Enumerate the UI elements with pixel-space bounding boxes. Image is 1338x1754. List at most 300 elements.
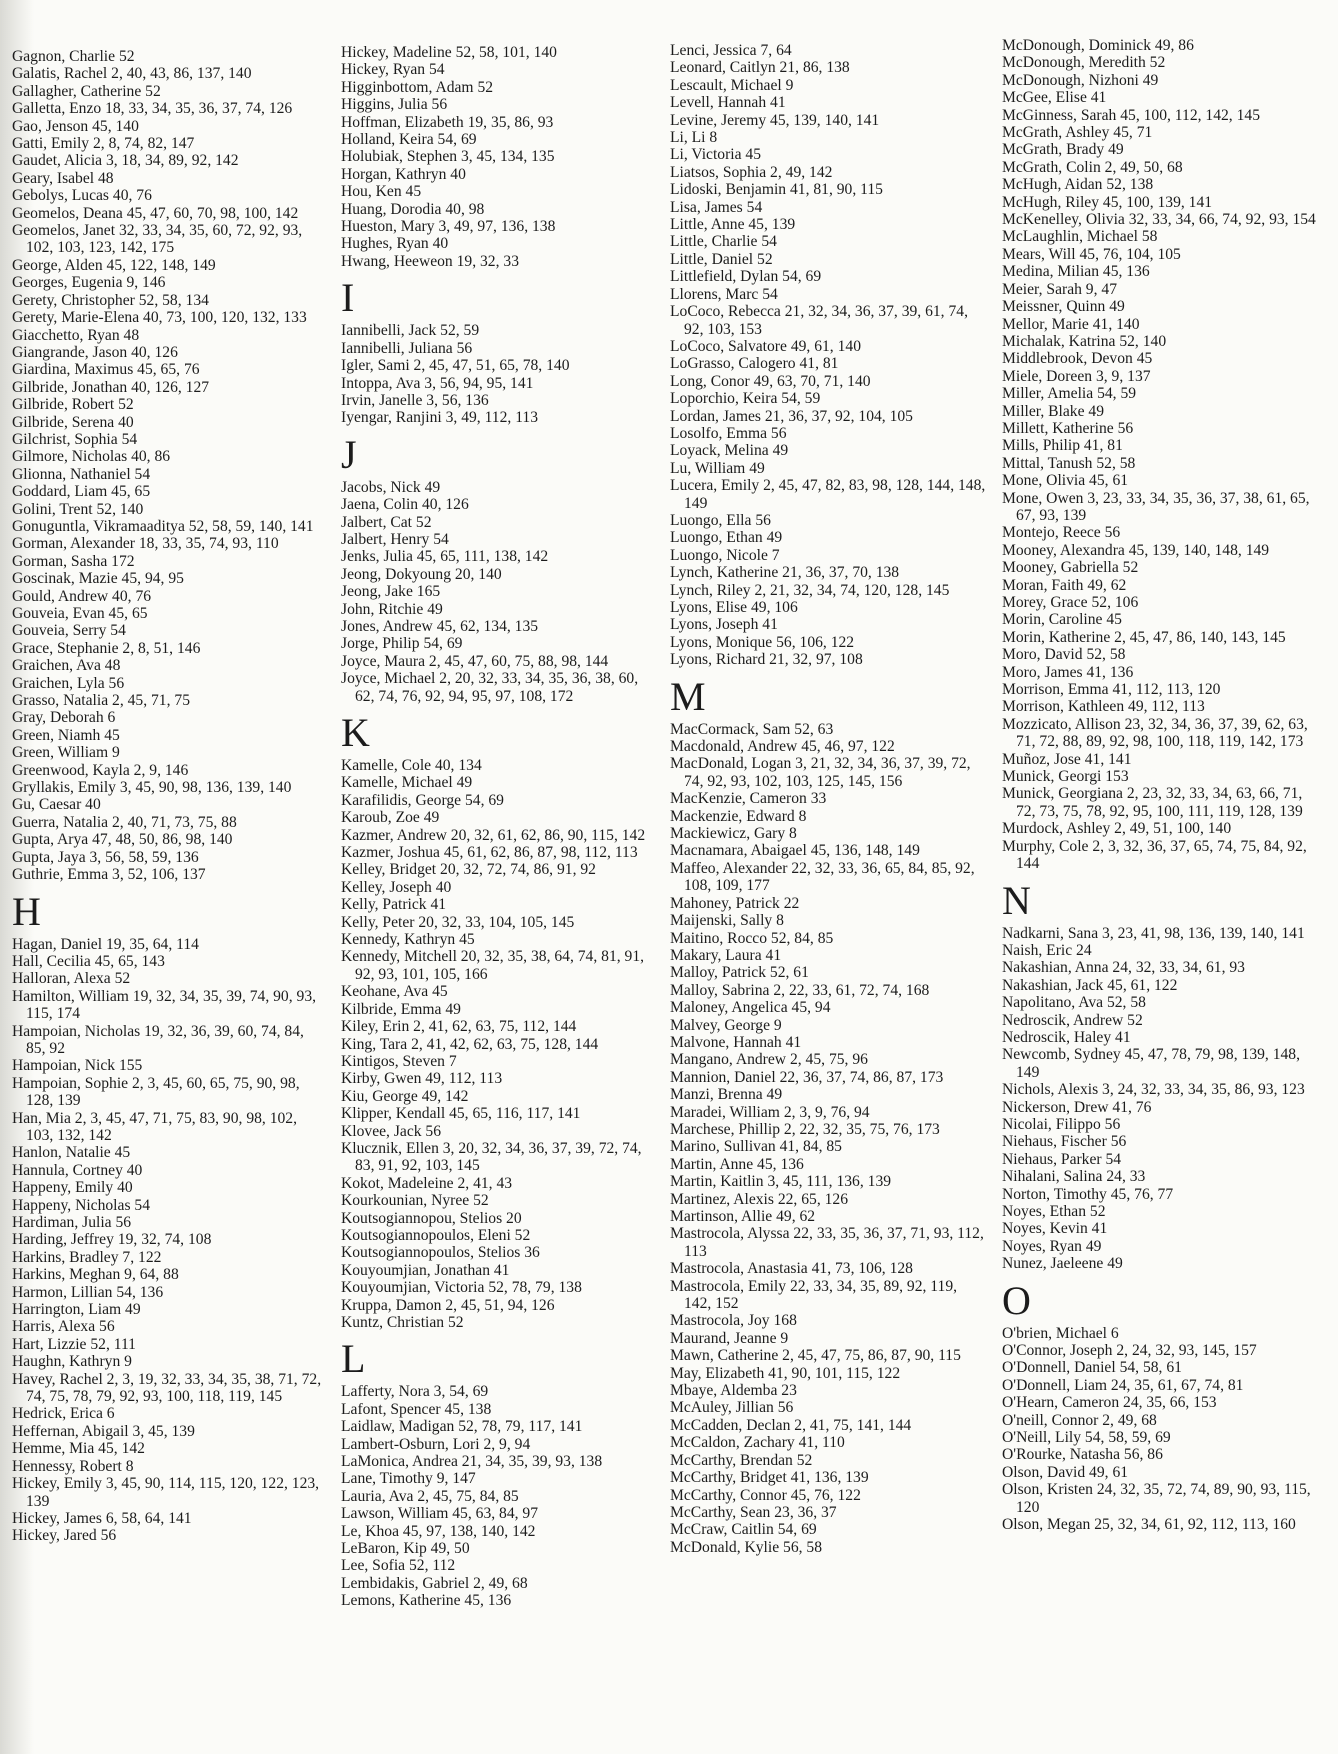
index-entry: Makary, Laura 41 [670, 946, 782, 964]
index-entry: Glionna, Nathaniel 54 [12, 465, 151, 483]
index-entry: Morey, Grace 52, 106 [1002, 594, 1139, 611]
index-entry: Hwang, Heeweon 19, 32, 33 [341, 252, 519, 270]
index-entry: Hickey, Emily 3, 45, 90, 114, 115, 120, 122, 123, 139 [12, 1475, 320, 1510]
letter-heading: N [1002, 877, 1031, 923]
index-entry: Nedroscik, Andrew 52 [1002, 1011, 1143, 1029]
index-entry: MacCormack, Sam 52, 63 [670, 720, 834, 738]
index-entry: Levell, Hannah 41 [670, 94, 786, 112]
index-entry: O'Hearn, Cameron 24, 35, 66, 153 [1002, 1394, 1217, 1412]
index-entry: Lyons, Joseph 41 [670, 616, 778, 634]
index-entry: Kennedy, Kathryn 45 [341, 931, 475, 949]
index-entry: Jeong, Jake 165 [341, 583, 441, 601]
index-entry: Irvin, Janelle 3, 56, 136 [341, 391, 489, 409]
index-entry: Kelley, Joseph 40 [341, 878, 452, 896]
index-column-3 [670, 42, 988, 1556]
index-entry: Lembidakis, Gabriel 2, 49, 68 [341, 1574, 528, 1592]
index-entry: Hickey, Madeline 52, 58, 101, 140 [341, 44, 557, 61]
index-entry: Loyack, Melina 49 [670, 442, 789, 460]
index-entry: Mangano, Andrew 2, 45, 75, 96 [670, 1051, 868, 1069]
index-entry: McCarthy, Brendan 52 [670, 1451, 813, 1469]
index-entry: Little, Charlie 54 [670, 233, 777, 251]
index-entry: Le, Khoa 45, 97, 138, 140, 142 [341, 1522, 536, 1540]
index-entry: Mastrocola, Joy 168 [670, 1312, 797, 1330]
index-entry: Maitino, Rocco 52, 84, 85 [670, 929, 834, 947]
index-entry: Gupta, Arya 47, 48, 50, 86, 98, 140 [12, 831, 233, 849]
index-entry: McGee, Elise 41 [1002, 89, 1107, 107]
index-entry: Lynch, Riley 2, 21, 32, 34, 74, 120, 128, 145 [670, 581, 950, 599]
index-entry: Mellor, Marie 41, 140 [1002, 315, 1140, 333]
index-entry: Martinez, Alexis 22, 65, 126 [670, 1190, 849, 1208]
index-entry: Kamelle, Cole 40, 134 [341, 757, 482, 774]
index-entry: Kelly, Peter 20, 32, 33, 104, 105, 145 [341, 913, 575, 931]
index-entry: Gouveia, Evan 45, 65 [12, 605, 148, 622]
index-entry: Mastrocola, Alyssa 22, 33, 35, 36, 37, 71, 93, 112, 113 [670, 1225, 984, 1260]
letter-heading: K [341, 710, 370, 755]
index-entry: Iannibelli, Jack 52, 59 [341, 322, 480, 340]
index-entry: MacKenzie, Cameron 33 [670, 790, 827, 808]
index-entry: Galatis, Rachel 2, 40, 43, 86, 137, 140 [12, 65, 252, 83]
index-entry: Marino, Sullivan 41, 84, 85 [670, 1138, 842, 1156]
index-entry: LoGrasso, Calogero 41, 81 [670, 355, 839, 373]
index-entry: Nicolai, Filippo 56 [1002, 1115, 1121, 1133]
index-entry: Moran, Faith 49, 62 [1002, 576, 1127, 594]
index-entry: Millett, Katherine 56 [1002, 419, 1134, 437]
index-entry: O'Rourke, Natasha 56, 86 [1002, 1446, 1163, 1464]
index-entry: Hart, Lizzie 52, 111 [12, 1335, 136, 1353]
index-entry: Losolfo, Emma 56 [670, 424, 787, 442]
index-entry: Klipper, Kendall 45, 65, 116, 117, 141 [341, 1105, 581, 1123]
index-entry: Gray, Deborah 6 [12, 709, 116, 727]
index-entry: O'Neill, Lily 54, 58, 59, 69 [1002, 1429, 1171, 1447]
letter-heading: M [670, 673, 706, 719]
index-entry: Horgan, Kathryn 40 [341, 165, 466, 183]
index-entry: Luongo, Nicole 7 [670, 546, 780, 564]
letter-heading: J [341, 431, 357, 477]
index-entry: Lidoski, Benjamin 41, 81, 90, 115 [670, 181, 883, 199]
index-entry: Gryllakis, Emily 3, 45, 90, 98, 136, 139, 140 [12, 779, 292, 797]
index-entry: McDonough, Dominick 49, 86 [1002, 37, 1194, 54]
index-entry: Mills, Philip 41, 81 [1002, 437, 1123, 455]
index-entry: George, Alden 45, 122, 148, 149 [12, 256, 216, 274]
index-entry: McGrath, Brady 49 [1002, 141, 1124, 159]
index-entry: May, Elizabeth 41, 90, 101, 115, 122 [670, 1364, 901, 1382]
index-entry: Jalbert, Cat 52 [341, 513, 432, 531]
index-entry: Mawn, Catherine 2, 45, 47, 75, 86, 87, 90, 115 [670, 1347, 961, 1365]
index-entry: McCarthy, Sean 23, 36, 37 [670, 1503, 837, 1521]
index-entry: Geary, Isabel 48 [12, 169, 114, 187]
index-entry: McHugh, Riley 45, 100, 139, 141 [1002, 193, 1213, 211]
index-entry: O'Connor, Joseph 2, 24, 32, 93, 145, 157 [1002, 1342, 1257, 1360]
index-entry: Halloran, Alexa 52 [12, 970, 131, 988]
index-entry: Mahoney, Patrick 22 [670, 894, 800, 912]
index-entry: Malloy, Patrick 52, 61 [670, 964, 809, 982]
index-entry: Galletta, Enzo 18, 33, 34, 35, 36, 37, 74, 126 [12, 100, 293, 118]
index-entry: Martinson, Allie 49, 62 [670, 1208, 816, 1225]
index-entry: Martin, Anne 45, 136 [670, 1155, 804, 1173]
index-entry: Holland, Keira 54, 69 [341, 131, 477, 149]
index-entry: Malloy, Sabrina 2, 22, 33, 61, 72, 74, 168 [670, 981, 930, 999]
index-entry: Gagnon, Charlie 52 [12, 48, 135, 65]
index-entry: LeBaron, Kip 49, 50 [341, 1540, 470, 1558]
index-entry: Luongo, Ella 56 [670, 511, 771, 529]
index-entry: Nakashian, Anna 24, 32, 33, 34, 61, 93 [1002, 959, 1245, 977]
index-entry: Long, Conor 49, 63, 70, 71, 140 [670, 372, 871, 390]
index-entry: Lyons, Monique 56, 106, 122 [670, 633, 855, 651]
index-entry: Li, Li 8 [670, 129, 718, 147]
index-entry: Lafont, Spencer 45, 138 [341, 1400, 492, 1418]
index-entry: Goscinak, Mazie 45, 94, 95 [12, 570, 184, 588]
index-entry: Macnamara, Abaigael 45, 136, 148, 149 [670, 842, 920, 860]
index-entry: Li, Victoria 45 [670, 146, 762, 164]
index-entry: Miele, Doreen 3, 9, 137 [1002, 367, 1151, 385]
index-entry: Macdonald, Andrew 45, 46, 97, 122 [670, 738, 895, 756]
index-entry: Gaudet, Alicia 3, 18, 34, 89, 92, 142 [12, 152, 239, 170]
index-entry: Grasso, Natalia 2, 45, 71, 75 [12, 692, 190, 710]
index-entry: Graichen, Ava 48 [12, 657, 121, 675]
index-entry: Higgins, Julia 56 [341, 96, 448, 114]
index-column-1 [12, 48, 324, 1545]
index-entry: Gilchrist, Sophia 54 [12, 430, 138, 448]
index-entry: Mears, Will 45, 76, 104, 105 [1002, 245, 1181, 263]
index-entry: Harkins, Bradley 7, 122 [12, 1248, 162, 1266]
index-entry: McKenelley, Olivia 32, 33, 34, 66, 74, 92, 93, 154 [1002, 211, 1316, 229]
index-entry: Lynch, Katherine 21, 36, 37, 70, 138 [670, 564, 900, 582]
index-entry: O'Donnell, Daniel 54, 58, 61 [1002, 1359, 1182, 1377]
index-entry: Moro, David 52, 58 [1002, 646, 1126, 664]
index-entry: Goddard, Liam 45, 65 [12, 483, 151, 501]
index-entry: Lafferty, Nora 3, 54, 69 [341, 1383, 489, 1401]
index-entry: Hickey, Ryan 54 [341, 61, 445, 79]
index-entry: Mittal, Tanush 52, 58 [1002, 454, 1136, 472]
index-entry: Igler, Sami 2, 45, 47, 51, 65, 78, 140 [341, 357, 570, 375]
index-entry: McGinness, Sarah 45, 100, 112, 142, 145 [1002, 106, 1260, 124]
index-entry: Kamelle, Michael 49 [341, 774, 473, 792]
index-entry: Munick, Georgiana 2, 23, 32, 33, 34, 63, 66, 71, 72, 73, 75, 78, 92, 95, 100, 111, 119, 128, 139 [1002, 785, 1303, 820]
index-entry: Iannibelli, Juliana 56 [341, 339, 473, 357]
index-entry: McDonough, Meredith 52 [1002, 54, 1166, 72]
index-entry: Littlefield, Dylan 54, 69 [670, 268, 822, 286]
letter-heading: L [341, 1336, 366, 1382]
index-entry: Manzi, Brenna 49 [670, 1086, 783, 1104]
index-entry: Newcomb, Sydney 45, 47, 78, 79, 98, 139, 148, 149 [1002, 1046, 1300, 1081]
index-entry: McCadden, Declan 2, 41, 75, 141, 144 [670, 1416, 912, 1434]
index-entry: O'brien, Michael 6 [1002, 1324, 1119, 1342]
index-entry: Gorman, Sasha 172 [12, 552, 135, 570]
index-entry: Mackiewicz, Gary 8 [670, 825, 797, 843]
letter-heading: H [12, 888, 41, 934]
index-entry: Levine, Jeremy 45, 139, 140, 141 [670, 111, 880, 129]
index-entry: Muñoz, Jose 41, 141 [1002, 750, 1132, 768]
index-entry: Mooney, Alexandra 45, 139, 140, 148, 149 [1002, 541, 1270, 559]
index-entry: Lu, William 49 [670, 459, 765, 477]
index-entry: Giardina, Maximus 45, 65, 76 [12, 361, 200, 379]
index-entry: Klucznik, Ellen 3, 20, 32, 34, 36, 37, 39, 72, 74, 83, 91, 92, 103, 145 [341, 1139, 642, 1175]
index-entry: Gilbride, Jonathan 40, 126, 127 [12, 378, 210, 396]
index-entry: Luongo, Ethan 49 [670, 529, 783, 547]
index-entry: Gerety, Marie-Elena 40, 73, 100, 120, 132, 133 [12, 309, 307, 327]
index-entry: Hardiman, Julia 56 [12, 1214, 132, 1231]
index-entry: Kokot, Madeleine 2, 41, 43 [341, 1174, 513, 1192]
index-entry: Giacchetto, Ryan 48 [12, 326, 140, 344]
index-entry: Hughes, Ryan 40 [341, 235, 449, 253]
index-entry: Kilbride, Emma 49 [341, 1000, 461, 1018]
index-entry: Keohane, Ava 45 [341, 983, 448, 1001]
index-entry: Morin, Katherine 2, 45, 47, 86, 140, 143, 145 [1002, 628, 1286, 646]
index-entry: Georges, Eugenia 9, 146 [12, 274, 166, 292]
index-entry: Kintigos, Steven 7 [341, 1052, 457, 1070]
index-entry: Golini, Trent 52, 140 [12, 500, 144, 518]
index-entry: Mone, Olivia 45, 61 [1002, 472, 1129, 490]
index-entry: Jacobs, Nick 49 [341, 478, 441, 496]
index-entry: Gallagher, Catherine 52 [12, 82, 161, 100]
index-entry: Little, Daniel 52 [670, 250, 773, 268]
index-entry: Miller, Amelia 54, 59 [1002, 385, 1137, 403]
index-entry: Nedroscik, Haley 41 [1002, 1028, 1131, 1046]
index-entry: Geomelos, Deana 45, 47, 60, 70, 98, 100, 142 [12, 204, 299, 222]
index-entry: Harris, Alexa 56 [12, 1318, 115, 1336]
index-entry: Hoffman, Elizabeth 19, 35, 86, 93 [341, 113, 554, 131]
index-entry: Gerety, Christopher 52, 58, 134 [12, 291, 209, 309]
index-entry: McHugh, Aidan 52, 138 [1002, 176, 1154, 194]
index-entry: Holubiak, Stephen 3, 45, 134, 135 [341, 148, 555, 166]
index-entry: Lucera, Emily 2, 45, 47, 82, 83, 98, 128, 144, 148, 149 [670, 477, 986, 512]
index-entry: Malvone, Hannah 41 [670, 1033, 802, 1051]
index-entry: Maffeo, Alexander 22, 32, 33, 36, 65, 84, 85, 92, 108, 109, 177 [670, 859, 975, 895]
index-entry: Graichen, Lyla 56 [12, 674, 125, 692]
index-entry: Joyce, Michael 2, 20, 32, 33, 34, 35, 36, 38, 60, 62, 74, 76, 92, 94, 95, 97, 108, 172 [341, 670, 639, 705]
index-entry: Morin, Caroline 45 [1002, 611, 1122, 629]
index-entry: Guthrie, Emma 3, 52, 106, 137 [12, 866, 206, 884]
index-entry: Liatsos, Sophia 2, 49, 142 [670, 163, 833, 181]
index-entry: Giangrande, Jason 40, 126 [12, 343, 178, 361]
index-entry: Maloney, Angelica 45, 94 [670, 999, 831, 1017]
index-entry: Noyes, Kevin 41 [1002, 1220, 1108, 1238]
index-entry: McCarthy, Bridget 41, 136, 139 [670, 1469, 869, 1487]
index-entry: Lambert-Osburn, Lori 2, 9, 94 [341, 1435, 531, 1453]
index-entry: Maijenski, Sally 8 [670, 912, 784, 930]
index-entry: Gatti, Emily 2, 8, 74, 82, 147 [12, 135, 195, 153]
index-entry: Harmon, Lillian 54, 136 [12, 1283, 164, 1301]
index-entry: Kelley, Bridget 20, 32, 72, 74, 86, 91, 92 [341, 861, 596, 879]
index-entry: Mackenzie, Edward 8 [670, 807, 807, 825]
index-entry: LaMonica, Andrea 21, 34, 35, 39, 93, 138 [341, 1453, 603, 1471]
index-entry: Olson, David 49, 61 [1002, 1463, 1129, 1481]
index-entry: Klovee, Jack 56 [341, 1122, 442, 1140]
index-entry: Kazmer, Andrew 20, 32, 61, 62, 86, 90, 115, 142 [341, 826, 646, 844]
index-entry: Mannion, Daniel 22, 36, 37, 74, 86, 87, 173 [670, 1068, 944, 1086]
index-entry: Hampoian, Nick 155 [12, 1057, 143, 1075]
index-entry: Kouyoumjian, Victoria 52, 78, 79, 138 [341, 1279, 582, 1297]
index-entry: McLaughlin, Michael 58 [1002, 228, 1158, 246]
index-entry: Hamilton, William 19, 32, 34, 35, 39, 74, 90, 93, 115, 174 [12, 987, 317, 1023]
index-entry: Lescault, Michael 9 [670, 76, 794, 94]
index-entry: Olson, Kristen 24, 32, 35, 72, 74, 89, 90, 93, 115, 120 [1002, 1481, 1311, 1516]
index-entry: Koutsogiannopou, Stelios 20 [341, 1209, 522, 1227]
index-entry: Lee, Sofia 52, 112 [341, 1557, 456, 1575]
index-entry: Green, William 9 [12, 744, 120, 762]
index-entry: Harkins, Meghan 9, 64, 88 [12, 1266, 179, 1284]
index-entry: Havey, Rachel 2, 3, 19, 32, 33, 34, 35, 38, 71, 72, 74, 75, 78, 79, 92, 93, 100, 118, 119, 145 [12, 1370, 322, 1406]
index-entry: Heffernan, Abigail 3, 45, 139 [12, 1422, 195, 1440]
index-entry: Hannula, Cortney 40 [12, 1161, 143, 1179]
index-entry: Maurand, Jeanne 9 [670, 1329, 789, 1347]
index-entry: Morrison, Emma 41, 112, 113, 120 [1002, 681, 1221, 699]
index-entry: Jenks, Julia 45, 65, 111, 138, 142 [341, 548, 549, 566]
index-entry: Miller, Blake 49 [1002, 402, 1105, 420]
index-entry: Morrison, Kathleen 49, 112, 113 [1002, 698, 1205, 716]
index-entry: O'Donnell, Liam 24, 35, 61, 67, 74, 81 [1002, 1376, 1244, 1394]
index-entry: McGrath, Colin 2, 49, 50, 68 [1002, 158, 1183, 176]
index-entry: Kiley, Erin 2, 41, 62, 63, 75, 112, 144 [341, 1018, 577, 1036]
index-entry: Kouyoumjian, Jonathan 41 [341, 1261, 510, 1279]
index-entry: Gorman, Alexander 18, 33, 35, 74, 93, 110 [12, 535, 279, 553]
index-entry: Moro, James 41, 136 [1002, 663, 1134, 681]
index-entry: Jaena, Colin 40, 126 [341, 496, 469, 514]
index-entry: Gilbride, Robert 52 [12, 396, 134, 414]
index-entry: Noyes, Ryan 49 [1002, 1237, 1102, 1255]
index-entry: Niehaus, Fischer 56 [1002, 1133, 1127, 1151]
index-entry: Intoppa, Ava 3, 56, 94, 95, 141 [341, 374, 534, 392]
index-entry: Murdock, Ashley 2, 49, 51, 100, 140 [1002, 820, 1232, 838]
index-entry: Napolitano, Ava 52, 58 [1002, 994, 1146, 1012]
index-entry: Gonuguntla, Vikramaaditya 52, 58, 59, 140, 141 [12, 517, 314, 535]
index-entry: Gao, Jenson 45, 140 [12, 117, 139, 135]
index-entry: Kelly, Patrick 41 [341, 896, 447, 914]
index-entry: Naish, Eric 24 [1002, 941, 1092, 959]
index-entry: Middlebrook, Devon 45 [1002, 350, 1153, 368]
index-entry: Loporchio, Keira 54, 59 [670, 390, 821, 408]
index-entry: Maradei, William 2, 3, 9, 76, 94 [670, 1103, 870, 1121]
index-entry: Lordan, James 21, 36, 37, 92, 104, 105 [670, 407, 913, 425]
index-entry: Gilbride, Serena 40 [12, 413, 134, 431]
index-entry: Harding, Jeffrey 19, 32, 74, 108 [12, 1231, 212, 1249]
index-entry: Noyes, Ethan 52 [1002, 1203, 1106, 1220]
index-entry: Kazmer, Joshua 45, 61, 62, 86, 87, 98, 112, 113 [341, 844, 638, 862]
index-entry: Nunez, Jaeleene 49 [1002, 1255, 1123, 1273]
index-entry: Llorens, Marc 54 [670, 285, 778, 303]
index-entry: Meissner, Quinn 49 [1002, 298, 1125, 316]
index-entry: Hickey, Jared 56 [12, 1527, 117, 1545]
index-entry: Hall, Cecilia 45, 65, 143 [12, 952, 165, 970]
index-entry: Nichols, Alexis 3, 24, 32, 33, 34, 35, 86, 93, 123 [1002, 1081, 1305, 1099]
index-column-4 [1002, 37, 1322, 1534]
index-entry: Gilmore, Nicholas 40, 86 [12, 448, 171, 466]
index-entry: Karoub, Zoe 49 [341, 809, 440, 827]
letter-heading: I [341, 275, 355, 321]
index-entry: Mbaye, Aldemba 23 [670, 1382, 797, 1400]
index-entry: McAuley, Jillian 56 [670, 1399, 794, 1417]
index-entry: Hennessy, Robert 8 [12, 1457, 134, 1475]
index-entry: Guerra, Natalia 2, 40, 71, 73, 75, 88 [12, 813, 237, 831]
index-entry: Gu, Caesar 40 [12, 796, 101, 814]
index-entry: McGrath, Ashley 45, 71 [1002, 124, 1153, 142]
index-entry: Kiu, George 49, 142 [341, 1087, 469, 1105]
index-entry: Kruppa, Damon 2, 45, 51, 94, 126 [341, 1296, 555, 1314]
index-entry: King, Tara 2, 41, 42, 62, 63, 75, 128, 144 [341, 1035, 599, 1053]
index-entry: Gould, Andrew 40, 76 [12, 587, 152, 605]
index-entry: Gebolys, Lucas 40, 76 [12, 187, 152, 205]
index-entry: Jeong, Dokyoung 20, 140 [341, 565, 502, 583]
letter-heading: O [1002, 1277, 1031, 1323]
index-entry: Happeny, Nicholas 54 [12, 1196, 150, 1214]
index-entry: Hou, Ken 45 [341, 183, 422, 201]
index-entry: Hanlon, Natalie 45 [12, 1144, 131, 1162]
index-entry: Geomelos, Janet 32, 33, 34, 35, 60, 72, 92, 93, 102, 103, 123, 142, 175 [12, 222, 303, 257]
index-entry: Green, Niamh 45 [12, 726, 120, 744]
index-entry: Kourkounian, Nyree 52 [341, 1192, 489, 1210]
index-entry: Lawson, William 45, 63, 84, 97 [341, 1505, 539, 1523]
index-entry: Hampoian, Sophie 2, 3, 45, 60, 65, 75, 90, 98, 128, 139 [12, 1074, 300, 1110]
index-entry: Mooney, Gabriella 52 [1002, 559, 1139, 577]
index-entry: Leonard, Caitlyn 21, 86, 138 [670, 59, 850, 77]
index-entry: Medina, Milian 45, 136 [1002, 263, 1150, 281]
index-entry: Olson, Megan 25, 32, 34, 61, 92, 112, 113, 160 [1002, 1516, 1296, 1534]
index-entry: Greenwood, Kayla 2, 9, 146 [12, 761, 189, 779]
index-entry: McDonald, Kylie 56, 58 [670, 1538, 823, 1556]
index-entry: Huang, Dorodia 40, 98 [341, 200, 485, 218]
index-entry: Gupta, Jaya 3, 56, 58, 59, 136 [12, 848, 199, 866]
index-entry: Lisa, James 54 [670, 198, 763, 216]
index-entry: Mone, Owen 3, 23, 33, 34, 35, 36, 37, 38, 61, 65, 67, 93, 139 [1002, 489, 1310, 524]
index-entry: Nadkarni, Sana 3, 23, 41, 98, 136, 139, 140, 141 [1002, 924, 1305, 942]
index-entry: LoCoco, Rebecca 21, 32, 34, 36, 37, 39, 61, 74, 92, 103, 153 [670, 303, 968, 338]
index-entry: Jorge, Philip 54, 69 [341, 635, 463, 653]
index-entry: Lyons, Elise 49, 106 [670, 599, 798, 616]
index-entry: Joyce, Maura 2, 45, 47, 60, 75, 88, 98, 144 [341, 652, 609, 670]
index-entry: Haughn, Kathryn 9 [12, 1353, 132, 1371]
index-entry: Koutsogiannopoulos, Eleni 52 [341, 1226, 531, 1244]
index-entry: John, Ritchie 49 [341, 600, 443, 618]
index-entry: Hueston, Mary 3, 49, 97, 136, 138 [341, 218, 556, 236]
index-entry: Koutsogiannopoulos, Stelios 36 [341, 1244, 540, 1262]
index-entry: Murphy, Cole 2, 3, 32, 36, 37, 65, 74, 75, 84, 92, 144 [1002, 837, 1307, 873]
index-entry: McCarthy, Connor 45, 76, 122 [670, 1486, 861, 1504]
index-entry: LoCoco, Salvatore 49, 61, 140 [670, 337, 861, 355]
index-entry: Lenci, Jessica 7, 64 [670, 42, 792, 59]
index-entry: Nakashian, Jack 45, 61, 122 [1002, 976, 1178, 994]
index-entry: Montejo, Reece 56 [1002, 524, 1121, 542]
index-entry: Gouveia, Serry 54 [12, 622, 126, 640]
index-entry: Hampoian, Nicholas 19, 32, 36, 39, 60, 74, 84, 85, 92 [12, 1022, 304, 1057]
index-column-2 [341, 44, 653, 1610]
index-entry: Martin, Kaitlin 3, 45, 111, 136, 139 [670, 1173, 892, 1191]
index-entry: McCraw, Caitlin 54, 69 [670, 1521, 817, 1539]
index-entry: Hickey, James 6, 58, 64, 141 [12, 1509, 192, 1527]
index-entry: McCaldon, Zachary 41, 110 [670, 1434, 845, 1452]
index-entry: Grace, Stephanie 2, 8, 51, 146 [12, 639, 201, 657]
index-entry: Marchese, Phillip 2, 22, 32, 35, 75, 76, 173 [670, 1120, 940, 1138]
index-entry: Iyengar, Ranjini 3, 49, 112, 113 [341, 409, 539, 427]
index-entry: Karafilidis, George 54, 69 [341, 791, 504, 809]
index-entry: Michalak, Katrina 52, 140 [1002, 332, 1167, 350]
index-entry: Niehaus, Parker 54 [1002, 1150, 1122, 1168]
index-entry: Lemons, Katherine 45, 136 [341, 1592, 512, 1610]
index-entry: Nickerson, Drew 41, 76 [1002, 1098, 1152, 1116]
index-entry: Higginbottom, Adam 52 [341, 78, 494, 96]
index-entry: Mastrocola, Emily 22, 33, 34, 35, 89, 92, 119, 142, 152 [670, 1277, 958, 1313]
index-entry: Lane, Timothy 9, 147 [341, 1470, 476, 1488]
index-entry: Hedrick, Erica 6 [12, 1405, 115, 1423]
index-entry: McDonough, Nizhoni 49 [1002, 71, 1159, 89]
index-entry: Lauria, Ava 2, 45, 75, 84, 85 [341, 1487, 519, 1505]
index-entry: O'neill, Connor 2, 49, 68 [1002, 1411, 1157, 1429]
index-entry: Little, Anne 45, 139 [670, 216, 796, 234]
index-entry: Han, Mia 2, 3, 45, 47, 71, 75, 83, 90, 98, 102, 103, 132, 142 [12, 1109, 298, 1144]
index-entry: Nihalani, Salina 24, 33 [1002, 1168, 1146, 1186]
index-entry: Kuntz, Christian 52 [341, 1314, 464, 1331]
index-entry: Mozzicato, Allison 23, 32, 34, 36, 37, 39, 62, 63, 71, 72, 88, 89, 92, 98, 100, 118, 119, 142, 173 [1002, 715, 1308, 751]
index-entry: Harrington, Liam 49 [12, 1301, 141, 1319]
